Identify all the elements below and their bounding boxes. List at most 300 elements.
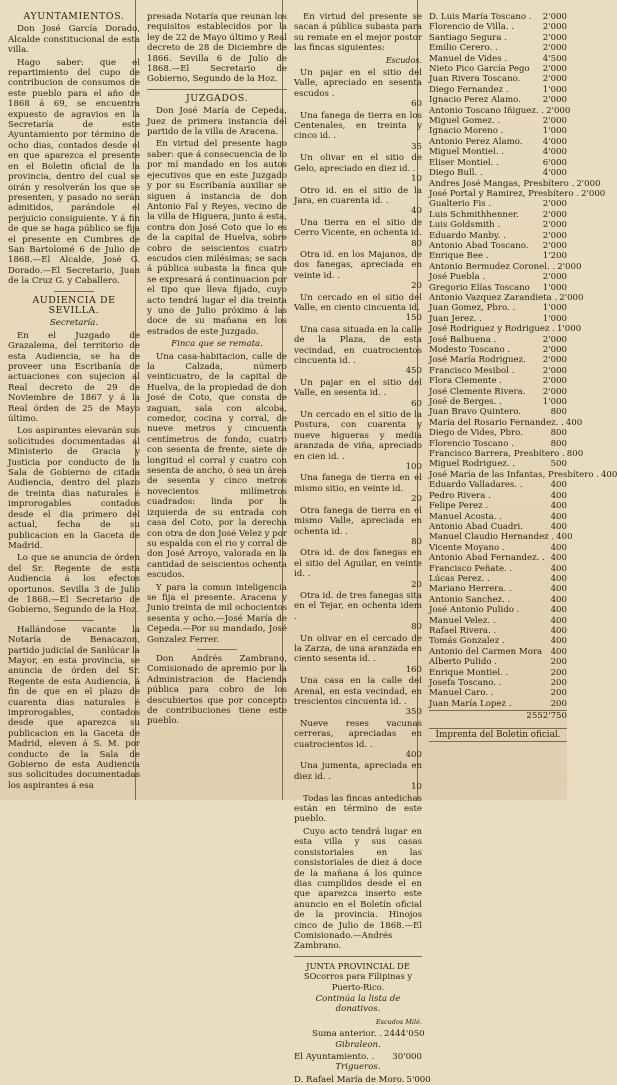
paragraph: Y para la comun inteligencia se fija el presente. Aracena y Junio treinta de mil ochocientos sesenta y ocho.—José María de Cepeda.—Por su mandado, José Gonzalez Ferrer.: [147, 582, 287, 645]
donor-value: 800: [550, 438, 567, 449]
donor-row: [429, 595, 567, 605]
column-2: [147, 12, 287, 792]
column-4: [429, 12, 617, 792]
lot-description: Un cercado en el sitio de la Postura, con cuarenta y nueve higueras y media aranzada de viña, apreciado en cien id. .: [294, 410, 422, 462]
donor-value: 1'000: [542, 313, 567, 324]
donor-value: 2'000: [542, 209, 567, 220]
lot-description: Otra id. de dos fanegas en el sitio del Aguilar, en veinte id. .: [294, 548, 422, 580]
paragraph: Hago saber: que el repartimiento del cupo de contribucion de consumos de este pueblo para el año de 1868 á 69, se encuentra expuesto de agravios en la Secretaría de este Ayuntamiento por término de ocho dias, contados desde el en que aparezca el presente en el Boletin oficial de la provincia, dentro del cual se oirán y resolverán los que se presenten, y pasado no serán admitidos, parándole el perjuicio consiguiente. Y á fin de que se haga público se fija el presente en Cumbres de San Bartolomé 6 de Julio de 1868.—El Alcalde, José G. Dorado.—El Secretario, Juan de la Cruz G. y Caballero.: [8, 57, 140, 287]
paragraph: En el Juzgado de Grazalema, del territorio de esta Audiencia, se ha de proveer una Escribanía de actuaciones con sujecion al Real decreto de 29 de Noviembre de 1867 y á la Real órden de 25 de Mayo último.: [8, 330, 140, 425]
donor-row: [429, 553, 567, 563]
donor-name: Antonio Vazquez Zarandieta .: [429, 292, 558, 303]
donor-value: 400: [550, 563, 567, 574]
donor-row: [429, 261, 582, 272]
donor-value: 5'000: [406, 1074, 431, 1085]
donor-value: 2'000: [542, 32, 567, 43]
lot-amount: 20: [411, 494, 422, 505]
donor-row: [429, 54, 567, 64]
paragraph: presada Notaría que reunan los requisitos establecidos por la ley de 22 de Mayo último y Real decreto de 28 de Diciembre de 1866. Sevilla 6 de Julio de 1868.—El Secretario de Gobierno, Segundo de la Hoz.: [147, 12, 287, 85]
donor-value: 800: [550, 407, 567, 418]
escudos-label: Escudos.: [385, 55, 422, 65]
donor-name: Flora Clemente .: [429, 376, 503, 387]
donor-row: [429, 74, 567, 84]
donor-row: [429, 605, 567, 615]
donor-list: [429, 12, 617, 709]
lot-amount: 100: [405, 462, 422, 473]
donor-name: Antonio Bermudez Coronel. .: [429, 261, 556, 272]
donor-value: 2'000: [542, 240, 567, 251]
lot-amount: 10: [411, 174, 422, 185]
donor-name: Juan Gomez, Pbro. .: [429, 303, 516, 314]
donor-row: [429, 469, 617, 480]
lot-amount: 400: [405, 750, 422, 761]
donor-value: 2'000: [542, 12, 567, 22]
donor-value: 2'000: [542, 116, 567, 127]
donor-row: [294, 1074, 431, 1085]
donor-value: 400: [550, 511, 567, 522]
donor-name: Nieto Pico García Pego: [429, 64, 530, 75]
auction-lot: [294, 548, 422, 590]
donations-total: 2552'750: [429, 710, 567, 721]
donor-value: 1'000: [542, 84, 567, 95]
lot-description: Un olivar en el sitio de Gelo, apreciado en diez id. .: [294, 153, 422, 174]
paragraph: Cuyo acto tendrá lugar en esta villa y sus casas consistoriales en las consistoriales de diez á doce de la mañana á los quince dias cumplidos desde el en que aparezca inserto este anuncio en el Boletín oficial de la provincia. Hinojos cinco de Julio de 1868.—El Comisionado.—Andrés Zambrano.: [294, 826, 422, 952]
donor-name: Ignacio Moreno .: [429, 126, 504, 137]
donor-row: [429, 678, 567, 688]
donor-value: 4'000: [542, 136, 567, 147]
donor-name: D. Luis María Toscano .: [429, 12, 532, 22]
donor-name: José Clemente Rivera.: [429, 386, 526, 397]
donor-name: Antonio Abad Toscano.: [429, 240, 529, 251]
donor-value: 2'000: [581, 188, 606, 199]
donor-value: 400: [550, 636, 567, 647]
donor-value: 1'000: [542, 397, 567, 408]
suma-row: [294, 1029, 425, 1040]
paragraph: Una casa-habitacion, calle de la Calzada, número veinticuatro, de la capital de Huelva, de la propiedad de don José de Coto, que consta de zaguan, sala con alcoba, comedor, cocina y corral, de nueve metros y cincuenta centímetros de fondo, cuatro con sesenta de frente, siete de longitud el corral y cuatro con sesenta de ancho, ó sea un área de sesenta y cinco metros novecientos milímetros cuadrados: linda por la izquierda de su entrada con casa del Coto, por la derecha con otra de don José Velez y por su espalda con el rio y corral de don José Arroyo, valorada en la cantidad de seiscientos ochenta escudos.: [147, 351, 287, 581]
donor-value: 400: [550, 521, 567, 532]
donor-row: [429, 512, 567, 522]
donor-row: [429, 335, 567, 345]
donor-row: [429, 324, 582, 335]
donor-value: 400: [600, 469, 617, 480]
donor-name: Gregorio Elías Toscano: [429, 282, 530, 293]
column-3: [294, 12, 431, 1085]
lot-amount: 80: [411, 622, 422, 633]
auction-lot: [294, 473, 422, 504]
donor-row: [429, 407, 567, 417]
donor-value: 400: [550, 646, 567, 657]
paragraph: Don José García Dorado, Alcalde constitucional de esta villa.: [8, 24, 140, 56]
donor-value: 400: [550, 501, 567, 512]
auction-lot: [294, 410, 422, 472]
donor-name: Mariano Herrera. .: [429, 584, 512, 595]
donor-name: María del Rosario Fernandez. .: [429, 417, 564, 428]
donor-name: Enrique Montiel. .: [429, 667, 509, 678]
lot-amount: 60: [411, 99, 422, 110]
donor-row: [429, 292, 584, 303]
donor-value: 2'000: [542, 334, 567, 345]
donor-row: [429, 199, 567, 209]
donor-value: 1'000: [542, 303, 567, 314]
auction-lot: [294, 111, 422, 153]
donor-name: Francisco Barrera, Presbítero .: [429, 449, 565, 460]
donor-value: 400: [550, 605, 567, 616]
donor-value: 2'000: [546, 105, 571, 116]
donor-value: 400: [550, 480, 567, 491]
auction-lot: [294, 186, 422, 217]
donor-row: [429, 283, 567, 293]
paragraph: Los aspirantes elevarán sus solicitudes documentadas al Ministerio de Gracia y Justicia por conducto de la Sala de Gobierno de citada Audiencia, dentro del plazo de treinta dias naturales é improrogables contados desde el dia primero del actual, fecha de su publicacion en la Gaceta de Madrid.: [8, 426, 140, 551]
donor-value: 2'000: [542, 345, 567, 355]
donor-row: [429, 314, 567, 324]
section-subheading: Secretaría.: [49, 318, 99, 329]
donor-name: Luis Schmithhenner.: [429, 209, 519, 220]
donor-row: [429, 636, 567, 646]
donor-row: [429, 95, 567, 105]
donor-row: [429, 522, 567, 532]
donor-name: Juan Bravo Quintero.: [429, 407, 521, 418]
donor-name: Manuel de Vides .: [429, 53, 508, 64]
lot-amount: 450: [405, 366, 422, 377]
donor-row: [429, 158, 567, 168]
donor-row: [429, 387, 567, 397]
donor-row: [429, 220, 567, 230]
donor-value: 200: [550, 657, 567, 668]
donor-row: [429, 397, 567, 407]
donor-value: 2'000: [559, 292, 584, 303]
donor-row: [429, 428, 567, 438]
donor-row: [429, 584, 567, 594]
donor-value: 500: [550, 459, 567, 470]
auction-lot: [294, 68, 422, 110]
donor-value: 4'000: [542, 147, 567, 158]
lot-amount: 35: [411, 141, 422, 152]
donor-value: 400: [550, 553, 567, 564]
paragraph: En virtud del presente hago saber: que á consecuencia de lo por mí mandado en los autos ejecutivos que en este Juzgado y por su Escribanía auxiliar se siguen á instancia de don Antonio Fal y Reyes, vecino de la villa de Higuera, junto á esta, contra don José Coto que lo es de la capital de Huelva, sobre cobro de seiscientos cuatro escudos cien milésimas; se saca á pública subasta la finca que se expresará á continuacion por el tipo que lleva fijado, cuyo acto tendrá lugar el dia treinta y uno de Julio próximo á las doce de su mañana en los estrados de este Juzgado.: [147, 139, 287, 337]
donor-name: Eduardo Valladares. .: [429, 480, 523, 491]
lot-description: Otra fanega de tierra en el mismo Valle, apreciada en ochenta id. .: [294, 505, 422, 537]
donor-value: 400: [565, 417, 583, 428]
donor-name: Miguel Gomez. .: [429, 116, 501, 127]
auction-lot: [294, 634, 422, 676]
escudos-label: Escudos Milé.: [375, 1017, 422, 1026]
donor-row: [429, 439, 567, 449]
printer-imprint: Imprenta del Boletin oficial.: [429, 728, 567, 742]
donor-value: 1'000: [556, 324, 582, 335]
donor-value: 400: [550, 542, 567, 553]
donor-value: 200: [550, 698, 567, 709]
donor-value: 2'000: [542, 386, 567, 397]
donor-name: José Portal y Ramirez, Presbítero .: [429, 188, 580, 199]
donor-name: Antonio Perez Alamo.: [429, 136, 523, 147]
donor-name: Andres José Mangas, Presbítero .: [429, 178, 575, 189]
donor-row: [429, 241, 567, 251]
donor-value: 4'000: [542, 168, 567, 179]
donor-row: [429, 574, 567, 584]
donor-row: [429, 85, 567, 95]
donor-value: 1'200: [542, 251, 567, 262]
section-subheading: Continúa la lista de donativos.: [315, 993, 401, 1015]
lot-amount: 20: [411, 281, 422, 292]
donor-name: Manuel Claudio Hernandez .: [429, 532, 555, 543]
donor-row: [429, 616, 567, 626]
donor-name: Juan Rivera Toscano.: [429, 74, 521, 85]
donor-name: El Ayuntamiento. .: [294, 1052, 375, 1062]
auction-lot: [294, 719, 422, 761]
donor-name: Juan María Lopez .: [429, 698, 512, 709]
donor-name: Diego Bull. .: [429, 168, 483, 179]
donor-value: 800: [550, 428, 567, 439]
donor-name: Miguel Rodriguez. .: [429, 459, 515, 470]
donor-value: 400: [550, 584, 567, 595]
donor-name: Eduardo Manby. .: [429, 230, 506, 241]
auction-lot: [294, 378, 422, 409]
donor-row: [429, 543, 567, 553]
donor-name: Josefa Toscano. .: [429, 678, 502, 688]
donor-name: José Balbuena .: [429, 334, 497, 345]
donor-value: 2'000: [542, 376, 567, 387]
donor-name: Pedro Rivera .: [429, 490, 491, 501]
lot-amount: 20: [411, 579, 422, 590]
donor-name: Florencio de Villa. .: [429, 22, 515, 33]
donor-row: [429, 137, 567, 147]
donor-value: 400: [550, 594, 567, 605]
paragraph: Todas las fincas antedichas están en término de este pueblo.: [294, 793, 422, 825]
lot-description: Otra id. de tres fanegas sita en el Tejar, en ochenta idem .: [294, 590, 422, 622]
donor-name: Modesto Toscano .: [429, 345, 511, 355]
column-1: [8, 12, 140, 792]
donor-name: José Antonio Pulido .: [429, 605, 520, 616]
section-heading-ayuntamientos: AYUNTAMIENTOS.: [23, 11, 125, 22]
donor-value: 400: [550, 490, 567, 501]
donor-row: [429, 657, 567, 667]
donor-row: [429, 491, 567, 501]
lot-amount: 10: [411, 782, 422, 793]
donor-row: [429, 116, 567, 126]
lot-description: Otra id. en los Majanos, de dos fanegas, apreciada en veinte id. .: [294, 249, 422, 281]
auction-lot: [294, 591, 422, 633]
donor-row: [429, 480, 567, 490]
donor-row: [429, 272, 567, 282]
lot-description: Una jumenta, apreciada en diez id. .: [294, 761, 422, 782]
donor-name: Francisco Peñate. .: [429, 563, 513, 574]
section-heading-juzgados: JUZGADOS.: [185, 92, 249, 104]
donor-value: 2'000: [542, 365, 567, 376]
donor-row: [429, 626, 567, 636]
donor-name: Gualterio Fis .: [429, 199, 492, 210]
auction-lot: [294, 293, 422, 324]
finca-heading: Finca que se remata.: [171, 339, 263, 350]
donor-value: 2'000: [542, 43, 567, 54]
separator: [54, 620, 94, 621]
auction-lot: [294, 761, 422, 792]
donor-name: Eliser Montiel. .: [429, 157, 499, 168]
donor-name: Antonio Sanchez. .: [429, 594, 511, 605]
auction-lot: [294, 506, 422, 548]
donor-row: [429, 668, 567, 678]
donor-value: 30'000: [392, 1052, 422, 1062]
paragraph: Don Andrés Zambrano, Comisionado de apremio por la Administracion de Hacienda pública para cobro de los descubiertos que por concepto de contribuciones tiene este pueblo.: [147, 653, 287, 727]
donor-value: 2'000: [542, 22, 567, 33]
donor-value: 200: [550, 688, 567, 699]
donor-name: Felipe Perez .: [429, 501, 489, 512]
donor-name: Alberto Pulido .: [429, 657, 497, 668]
donor-row: [429, 126, 567, 136]
lot-description: Un pajar en el sitio del Valle, apreciado en sesenta escudos .: [294, 68, 422, 99]
lot-amount: 160: [405, 664, 422, 675]
donor-row: [429, 459, 567, 469]
auction-lot: [294, 325, 422, 377]
donor-name: Florencio Toscano .: [429, 438, 514, 449]
donor-row: [429, 699, 567, 709]
donor-row: [429, 355, 567, 365]
donor-name: Emilio Cerero. .: [429, 43, 498, 54]
donor-row: [429, 168, 567, 178]
auction-lots: [294, 68, 422, 793]
donor-row: [429, 188, 606, 199]
donor-row: [429, 147, 567, 157]
donor-row: [429, 688, 567, 698]
donor-value: 2'000: [542, 74, 567, 85]
donor-row: [429, 251, 567, 261]
donor-value: 2'000: [542, 220, 567, 231]
donor-row: [429, 417, 583, 428]
donor-name: José María Rodriguez.: [429, 355, 526, 366]
donor-value: 4'500: [542, 53, 567, 64]
lot-description: Otro id. en el sitio de la Jara, en cuarenta id. .: [294, 185, 422, 206]
lot-amount: 350: [405, 707, 422, 718]
donor-name: Santiago Segura .: [429, 32, 507, 43]
donor-row: [429, 231, 567, 241]
lot-description: Una casa en la calle del Arenal, en esta vecindad, en trescientos cincuenta id. .: [294, 676, 422, 707]
lot-description: Un pajar en el sitio del Valle, en sesenta id. .: [294, 377, 422, 399]
donor-value: 400: [550, 573, 567, 584]
donor-value: 400: [550, 625, 567, 636]
donor-name: Manuel Velez. .: [429, 615, 496, 626]
donor-value: 2'000: [557, 261, 582, 272]
donor-name: D. Rafael María de Moro.: [294, 1074, 405, 1085]
donor-value: 200: [550, 678, 567, 688]
donor-name: Lúcas Perez. .: [429, 573, 490, 584]
donor-row: [429, 345, 567, 355]
paragraph: Don José María de Cepeda, Juez de primera instancia del partido de la villa de Aracena.: [147, 106, 287, 138]
donor-name: José de Berges. .: [429, 397, 502, 408]
donor-value: 400: [556, 532, 573, 543]
donor-value: 1'000: [542, 282, 567, 293]
donor-row: [429, 12, 567, 22]
lot-amount: 40: [411, 206, 422, 217]
paragraph: En virtud del presente se sacan á pública subasta para su remate en el mejor postor las fincas siguientes:: [294, 12, 422, 54]
donor-row: [429, 33, 567, 43]
donor-name: Vicente Moyano .: [429, 542, 505, 553]
donor-row: [429, 43, 567, 53]
donor-name: Diego Fernandez .: [429, 84, 509, 95]
donor-row: [429, 64, 567, 74]
lot-amount: 80: [411, 536, 422, 547]
suma-label: Suma anterior. .: [312, 1029, 383, 1040]
donor-name: Antonio Abad Cuadri.: [429, 521, 523, 532]
donor-value: 2'000: [542, 199, 567, 210]
donor-name: Manuel Acosta. .: [429, 511, 502, 522]
donor-value: 6'000: [542, 157, 567, 168]
lot-description: Una casa situada en la calle de la Plaza, de esta vecindad, en cuatrocientos cincuenta id. .: [294, 324, 422, 366]
auction-lot: [294, 218, 422, 249]
donor-row: [429, 647, 567, 657]
donor-name: Manuel Caro. .: [429, 688, 494, 699]
donor-row: [429, 376, 567, 386]
donor-row: [429, 501, 567, 511]
donor-name: Enrique Bee .: [429, 251, 489, 262]
donor-value: 2'000: [542, 64, 567, 75]
donor-value: 2'000: [576, 178, 601, 189]
donor-name: Antonio Toscano Iñiguez. .: [429, 105, 545, 116]
donor-name: Juan Jerez. .: [429, 313, 482, 324]
donor-name: Antonio Abad Fernandez. .: [429, 553, 545, 564]
lot-description: Un olivar en el cercado de la Zarza, de una aranzada en ciento sesenta id. .: [294, 633, 422, 665]
donor-row: [429, 532, 573, 543]
place-heading: Gibraleon.: [335, 1039, 381, 1050]
donor-value: 200: [550, 667, 567, 678]
donor-name: José Puebla .: [429, 272, 486, 283]
lot-description: Una fanega de tierra en el mismo sitio, en veinte id.: [294, 473, 422, 494]
lot-description: Una fanega de tierra en los Centenales, en treinta y cinco id. .: [294, 110, 422, 142]
paragraph: Hallándose vacante la Notaría de Benacazon, partido judicial de Sanlúcar la Mayor, en esta provincia, se anuncia de órden del Sr. Regente de esta Audiencia, á fin de que en el plazo de cuarenta dias naturales é improrogables, contados desde que aparezca su publicacion en la Gaceta de Madrid, eleven á S. M. por conducto de la Sala de Gobierno de esta Audiencia sus solicitudes documentadas los aspirantes á esa: [8, 624, 140, 791]
donor-row: [429, 22, 567, 32]
donor-row: [429, 210, 567, 220]
lot-description: Una tierra en el sitio de Cerro Vicente, en ochenta id.: [294, 217, 422, 239]
donor-value: 2'000: [542, 95, 567, 106]
donor-row: [429, 178, 601, 189]
donor-name: Ignacio Perez Alamo.: [429, 95, 521, 106]
section-heading-junta: JUNTA PROVINCIAL DE SOcorros para Filipinas y Puerto-Rico.: [303, 960, 413, 992]
donor-value: 800: [566, 449, 584, 460]
donor-value: 2'000: [542, 272, 567, 283]
donor-name: Luis Goldsmith .: [429, 220, 501, 231]
lot-description: Nueve reses vacunas cerreras, apreciadas en cuatrocientos id. .: [294, 718, 422, 750]
separator: [197, 649, 237, 650]
separator: [294, 956, 422, 957]
donor-name: Francisco Mesibol .: [429, 365, 515, 376]
donor-value: 1'000: [542, 126, 567, 137]
paragraph: Lo que se anuncia de órden del Sr. Regente de esta Audiencia á los efectos oportunos. Sevilla 3 de Julio de 1868.—El Secretario de Gobierno, Segundo de la Hoz.: [8, 553, 140, 616]
suma-value: 2444'050: [384, 1029, 425, 1040]
donor-name: Rafael Rivera. .: [429, 625, 497, 636]
donor-row: [429, 564, 567, 574]
donor-row: [294, 1052, 422, 1062]
lot-description: Un cercado en el sitio del Valle, en ciento cincuenta id.: [294, 292, 422, 313]
separator: [54, 291, 94, 292]
donor-name: José Rodriguez y Rodriguez .: [429, 324, 555, 335]
donor-name: Tomás Gonzalez .: [429, 636, 505, 647]
donor-value: 2'000: [542, 230, 567, 241]
donor-name: José María de las Infantas, Presbítero .: [429, 469, 599, 480]
place-heading: Trigueros.: [335, 1062, 381, 1073]
donor-row: [429, 449, 584, 460]
donor-row: [429, 105, 571, 116]
separator: [147, 89, 287, 90]
donor-value: 400: [550, 615, 567, 626]
section-heading-audiencia: AUDIENCIA DE SEVILLA.: [32, 294, 116, 316]
auction-lot: [294, 153, 422, 184]
lot-amount: 60: [411, 398, 422, 409]
auction-lot: [294, 676, 422, 718]
lot-amount: 150: [405, 313, 422, 324]
donor-value: 2'000: [542, 355, 567, 366]
donor-name: Miguel Montiel. .: [429, 147, 504, 158]
donor-row: [429, 303, 567, 313]
donor-name: Diego de Vides, Pbro.: [429, 428, 523, 439]
lot-amount: 80: [411, 238, 422, 249]
